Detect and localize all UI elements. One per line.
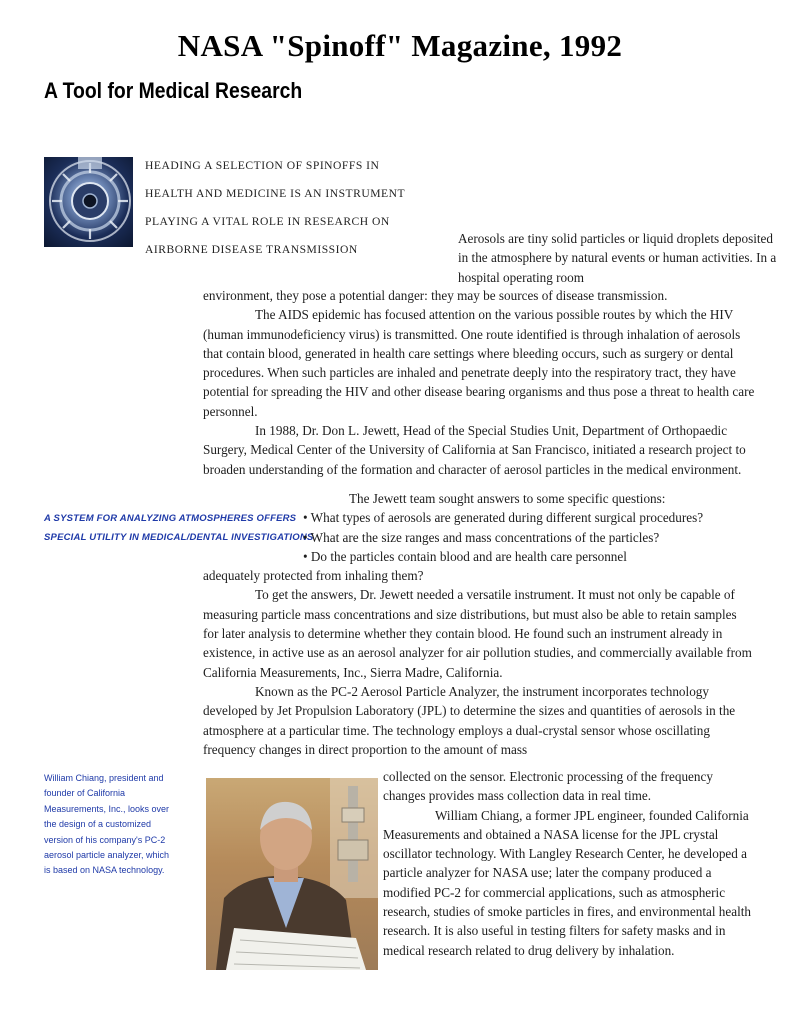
lead-line-2: HEALTH AND MEDICINE IS AN INSTRUMENT <box>145 187 406 200</box>
page-title: NASA "Spinoff" Magazine, 1992 <box>177 28 623 63</box>
paragraph-6-end: collected on the sensor. Electronic processing of the frequency changes provides mass collection data in real time. <box>383 769 713 804</box>
lead-line-4: AIRBORNE DISEASE TRANSMISSION <box>145 243 358 256</box>
lead-line-3: PLAYING A VITAL ROLE IN RESEARCH ON <box>145 215 390 228</box>
portrait-illustration <box>206 778 378 970</box>
pull-quote-line-1: A SYSTEM FOR ANALYZING ATMOSPHERES OFFERS <box>44 513 297 524</box>
body-block-3 <box>383 767 753 960</box>
paragraph-3: In 1988, Dr. Don L. Jewett, Head of the Special Studies Unit, Department of Orthopaedic Surgery, Medical Center of the University of California at San Francisco, initiated a research project to broaden understanding of the formation and character of aerosol particles in the medical environment. <box>203 423 746 477</box>
lead-line-1: HEADING A SELECTION OF SPINOFFS IN <box>145 159 380 172</box>
pull-quote-line-2: SPECIAL UTILITY IN MEDICAL/DENTAL INVESTIGATIONS <box>44 532 314 543</box>
questions-intro: The Jewett team sought answers to some specific questions: <box>349 491 666 506</box>
body-block-2 <box>203 489 755 759</box>
article-title: A Tool for Medical Research <box>44 78 303 103</box>
body-block-1 <box>203 286 755 479</box>
chiang-photo <box>206 778 378 970</box>
question-bullet-3: • Do the particles contain blood and are health care personnel <box>303 548 627 564</box>
question-bullet-2: • What are the size ranges and mass concentrations of the particles? <box>303 529 660 545</box>
question-bullet-1: • What types of aerosols are generated during different surgical procedures? <box>303 510 704 526</box>
paragraph-6: Known as the PC-2 Aerosol Particle Analyzer, the instrument incorporates technology developed by Jet Propulsion Laboratory (JPL) to determine the sizes and quantities of aerosols in the atmosphere at a particular time. The technology employs a dual-crystal sensor whose oscillating frequency changes in direct proportion to the amount of mass <box>203 683 736 757</box>
paragraph-7: William Chiang, a former JPL engineer, founded California Measurements and obtained a NASA license for the JPL crystal oscillator technology. With Langley Research Center, he developed a particle analyzer for NASA use; later the company produced a modified PC-2 for commercial applications, such as atmospheric research, studies of smoke particles in fires, and environmental health research. It is also useful in testing filters for safety masks and in medical research related to drug delivery by inhalation. <box>383 807 752 958</box>
photo-caption: William Chiang, president and founder of California Measurements, Inc., looks over the design of a customized version of his company's PC-2 aerosol particle analyzer, which is based on NASA technology. <box>44 773 170 876</box>
paragraph-5: To get the answers, Dr. Jewett needed a versatile instrument. It must not only be capable of measuring particle mass concentrations and size distributions, but must also be able to retain samples for later analysis to determine whether they contain blood. He found such an instrument already in existence, in active use as an aerosol analyzer for air pollution studies, and commercially available from California Measurements, Inc., Sierra Madre, California. <box>203 587 752 680</box>
instrument-illustration <box>44 157 133 247</box>
instrument-photo <box>44 157 133 247</box>
question-bullet-3-end: adequately protected from inhaling them? <box>203 568 424 584</box>
paragraph-2: The AIDS epidemic has focused attention on the various possible routes by which the HIV (human immunodeficiency virus) is transmitted. One route identified is through inhalation of aerosols that contain blood, generated in health care settings where bleeding occurs, such as surgery or dental procedures. When such particles are inhaled and penetrate deeply into the respiratory tract, they have potential for spreading the HIV and other disease bearing organisms and thus pose a threat to health care personnel. <box>203 307 755 419</box>
paragraph-1-end: environment, they pose a potential danger: they may be sources of disease transmission. <box>203 288 668 303</box>
paragraph-1-start: Aerosols are tiny solid particles or liquid droplets deposited in the atmosphere by natural events or human activities. In a hospital operating room <box>458 231 777 285</box>
